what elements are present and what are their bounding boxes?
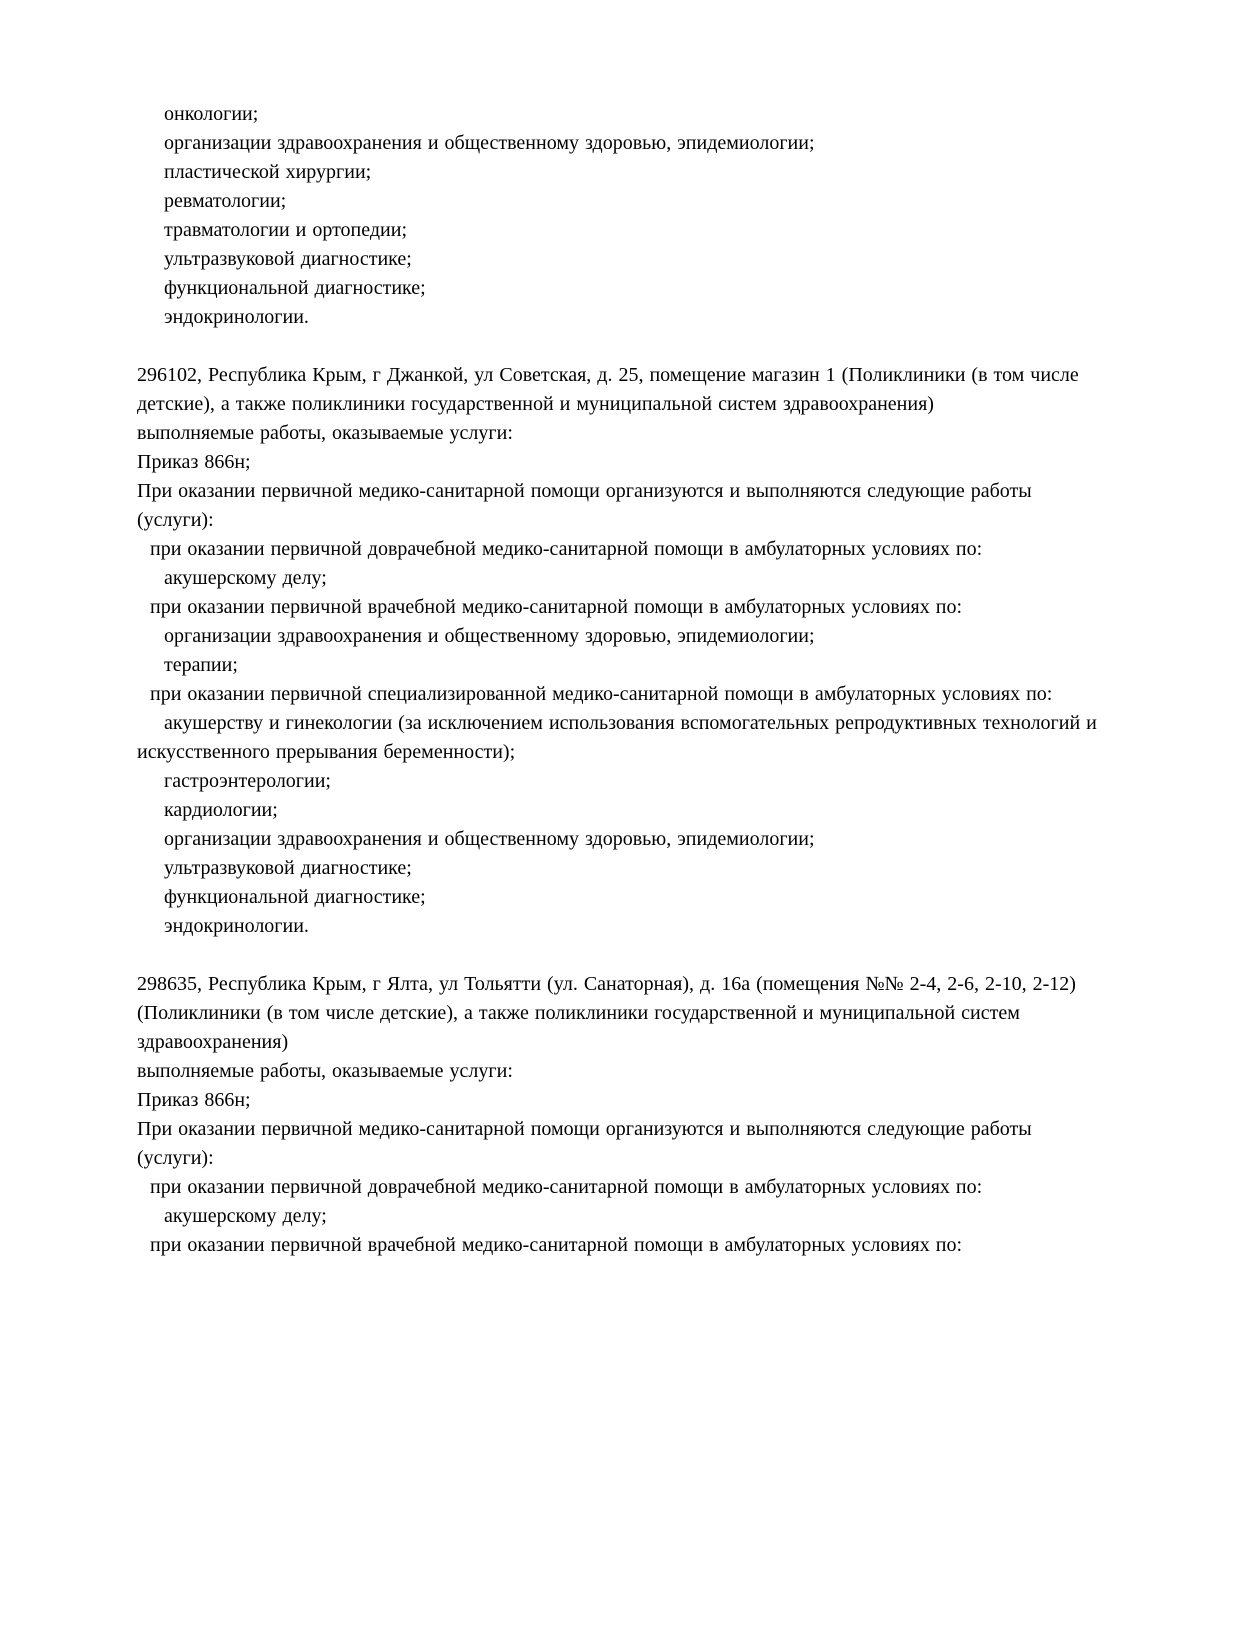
document-line: акушерству и гинекологии (за исключением использования вспомогательных репродуктивных технологий и искусственного прерывания беременности); <box>137 712 1097 763</box>
document-line: кардиологии; <box>164 799 278 821</box>
document-line: выполняемые работы, оказываемые услуги: <box>137 1060 513 1082</box>
document-line: организации здравоохранения и общественному здоровью, эпидемиологии; <box>164 828 815 850</box>
document-line: Приказ 866н; <box>137 451 251 473</box>
document-block <box>137 970 1106 1260</box>
document-line: гастроэнтерологии; <box>164 770 331 792</box>
document-line: при оказании первичной врачебной медико-санитарной помощи в амбулаторных условиях по: <box>150 1234 963 1256</box>
document-line: терапии; <box>164 654 238 676</box>
document-line: ультразвуковой диагностике; <box>164 248 412 270</box>
document-line: при оказании первичной специализированной медико-санитарной помощи в амбулаторных условиях по: <box>150 683 1053 705</box>
document-line: акушерскому делу; <box>164 1205 327 1227</box>
document-line: травматологии и ортопедии; <box>164 219 408 241</box>
document-line: При оказании первичной медико-санитарной помощи организуются и выполняются следующие работы (услуги): <box>137 480 1032 531</box>
document-line: Приказ 866н; <box>137 1089 251 1111</box>
document-line: функциональной диагностике; <box>164 277 426 299</box>
document-line: эндокринологии. <box>164 915 309 937</box>
document-block <box>137 100 1106 332</box>
document-line: акушерскому делу; <box>164 567 327 589</box>
document-line: онкологии; <box>164 103 259 125</box>
document-line: при оказании первичной доврачебной медико-санитарной помощи в амбулаторных условиях по: <box>150 538 983 560</box>
document-line: при оказании первичной врачебной медико-санитарной помощи в амбулаторных условиях по: <box>150 596 963 618</box>
document-line: выполняемые работы, оказываемые услуги: <box>137 422 513 444</box>
document-line: функциональной диагностике; <box>164 886 426 908</box>
document-block <box>137 361 1106 941</box>
document-line: эндокринологии. <box>164 306 309 328</box>
document-line: ревматологии; <box>164 190 287 212</box>
document-line: При оказании первичной медико-санитарной помощи организуются и выполняются следующие работы (услуги): <box>137 1118 1032 1169</box>
document-line: пластической хирургии; <box>164 161 372 183</box>
document-line: организации здравоохранения и общественному здоровью, эпидемиологии; <box>164 625 815 647</box>
document-line: организации здравоохранения и общественному здоровью, эпидемиологии; <box>164 132 815 154</box>
document-line: 298635, Республика Крым, г Ялта, ул Тольятти (ул. Санаторная), д. 16а (помещения №№ 2-4, 2-6, 2-10, 2-12) (Поликлиники (в том числе детские), а также поликлиники государственной и муниципальной систем здравоохранения) <box>137 973 1076 1053</box>
document-line: ультразвуковой диагностике; <box>164 857 412 879</box>
document-line: при оказании первичной доврачебной медико-санитарной помощи в амбулаторных условиях по: <box>150 1176 983 1198</box>
document-line: 296102, Республика Крым, г Джанкой, ул Советская, д. 25, помещение магазин 1 (Поликлиники (в том числе детские), а также поликлиники государственной и муниципальной систем здравоохранения) <box>137 364 1079 415</box>
